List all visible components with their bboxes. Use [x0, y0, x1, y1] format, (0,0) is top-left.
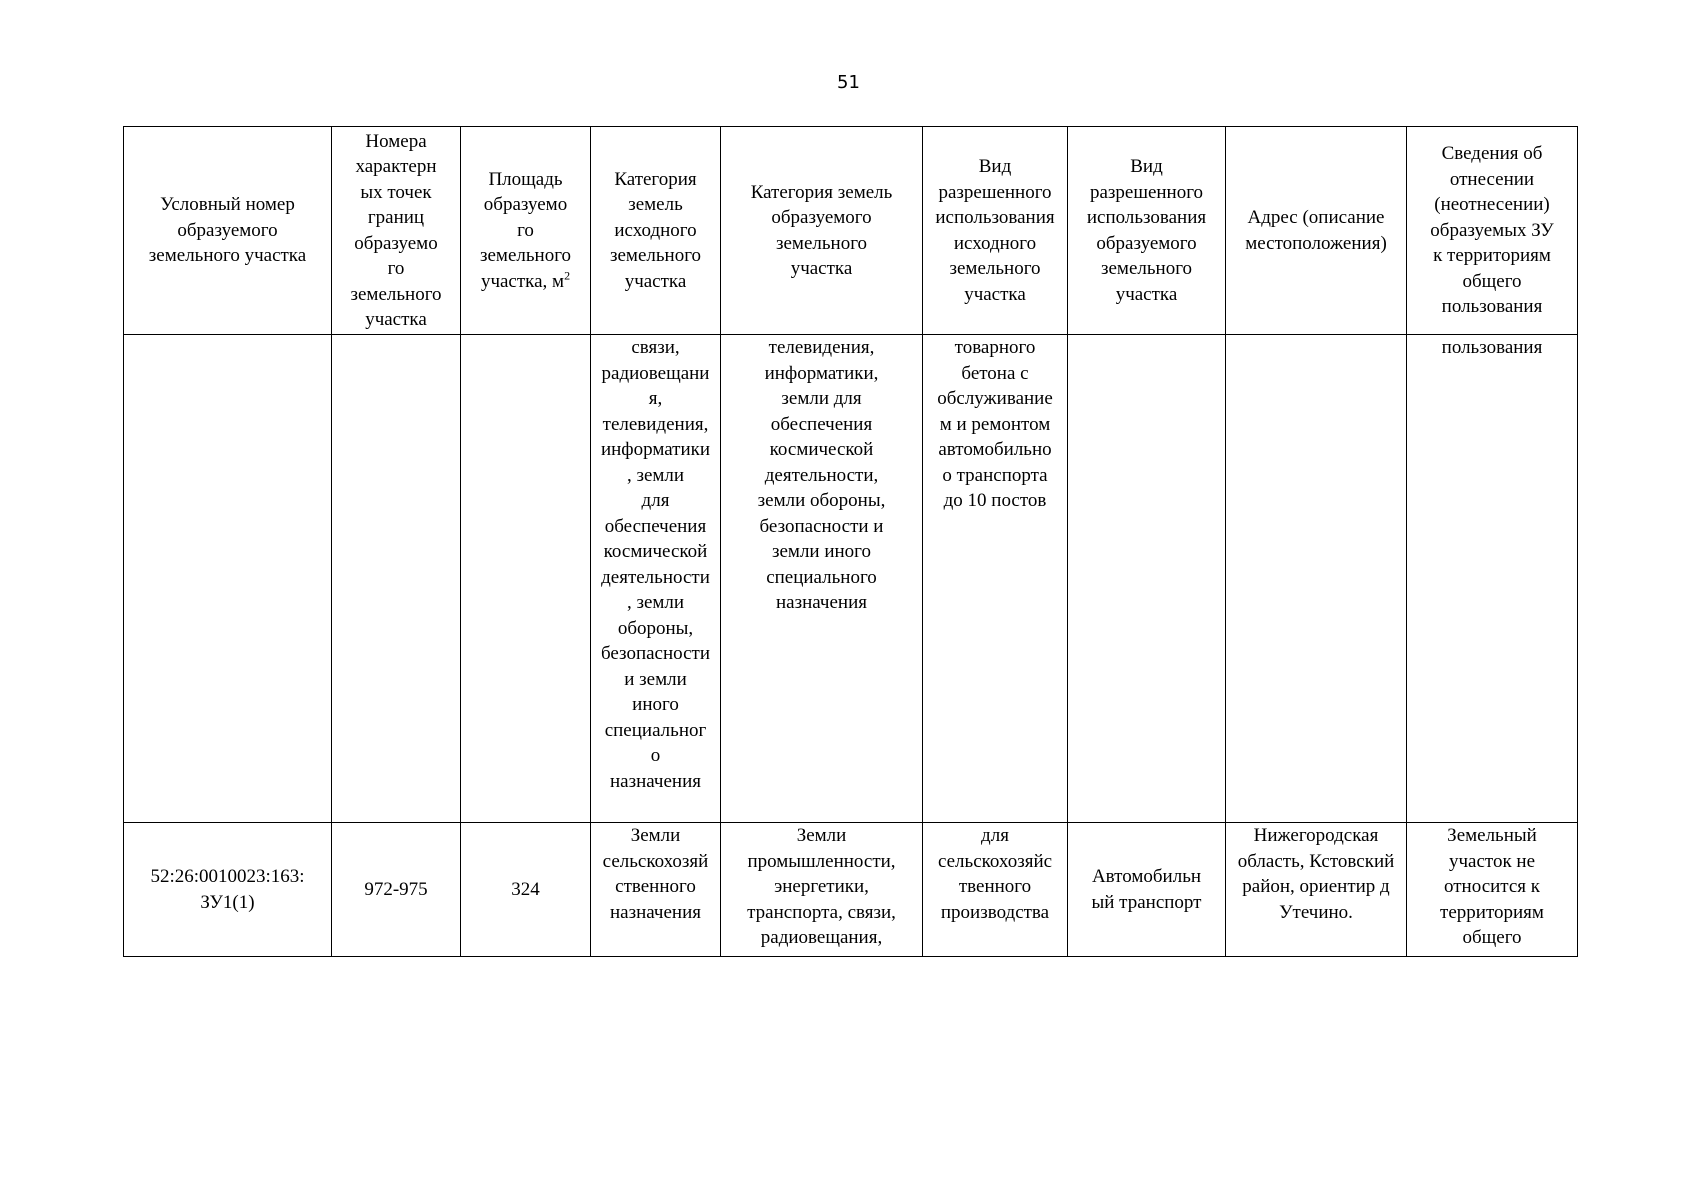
table-cell: 972-975	[332, 823, 461, 957]
table-cell: 52:26:0010023:163: ЗУ1(1)	[124, 823, 332, 957]
page-number: 51	[837, 72, 860, 93]
table-cell: Земли промышленности, энергетики, транспорта, связи, радиовещания,	[721, 823, 923, 957]
header-cell-area: Площадь образуемо го земельного участка, $м^2$	[461, 127, 591, 335]
header-cell-conditional-number: Условный номер образуемого земельного участка	[124, 127, 332, 335]
table-cell	[332, 335, 461, 823]
table-row	[124, 823, 1578, 957]
table-header-row	[124, 127, 1578, 335]
table-cell: Земли сельскохозяй ственного назначения	[591, 823, 721, 957]
header-cell-new-land-category: Категория земель образуемого земельного участка	[721, 127, 923, 335]
table-cell: товарного бетона с обслуживание м и ремонтом автомобильно о транспорта до 10 постов	[923, 335, 1068, 823]
table-cell: 324	[461, 823, 591, 957]
header-cell-address: Адрес (описание местоположения)	[1226, 127, 1407, 335]
area-unit-superscript: 2	[564, 268, 571, 283]
header-cell-source-land-category: Категория земель исходного земельного участка	[591, 127, 721, 335]
table-cell	[461, 335, 591, 823]
table-cell: для сельскохозяйс твенного производства	[923, 823, 1068, 957]
table-cell: телевидения, информатики, земли для обеспечения космической деятельности, земли обороны, безопасности и земли иного специального назначения	[721, 335, 923, 823]
table-cell: пользования	[1407, 335, 1578, 823]
header-cell-new-permitted-use: Вид разрешенного использования образуемого земельного участка	[1068, 127, 1226, 335]
table-cell: Автомобильн ый транспорт	[1068, 823, 1226, 957]
header-cell-public-territory-info: Сведения об отнесении (неотнесении) образуемых ЗУ к территориям общего пользования	[1407, 127, 1578, 335]
table-cell	[124, 335, 332, 823]
header-cell-source-permitted-use: Вид разрешенного использования исходного земельного участка	[923, 127, 1068, 335]
land-plot-table	[123, 126, 1578, 957]
table-cell: Нижегородская область, Кстовский район, ориентир д Утечино.	[1226, 823, 1407, 957]
table-cell: связи, радиовещани я, телевидения, информатики , земли для обеспечения космической деятельности , земли обороны, безопасности и земли иного специальног о назначения	[591, 335, 721, 823]
table-cell	[1068, 335, 1226, 823]
table-cell	[1226, 335, 1407, 823]
header-cell-boundary-points: Номера характерн ых точек границ образуемо го земельного участка	[332, 127, 461, 335]
table-row	[124, 335, 1578, 823]
table-cell: Земельный участок не относится к территориям общего	[1407, 823, 1578, 957]
